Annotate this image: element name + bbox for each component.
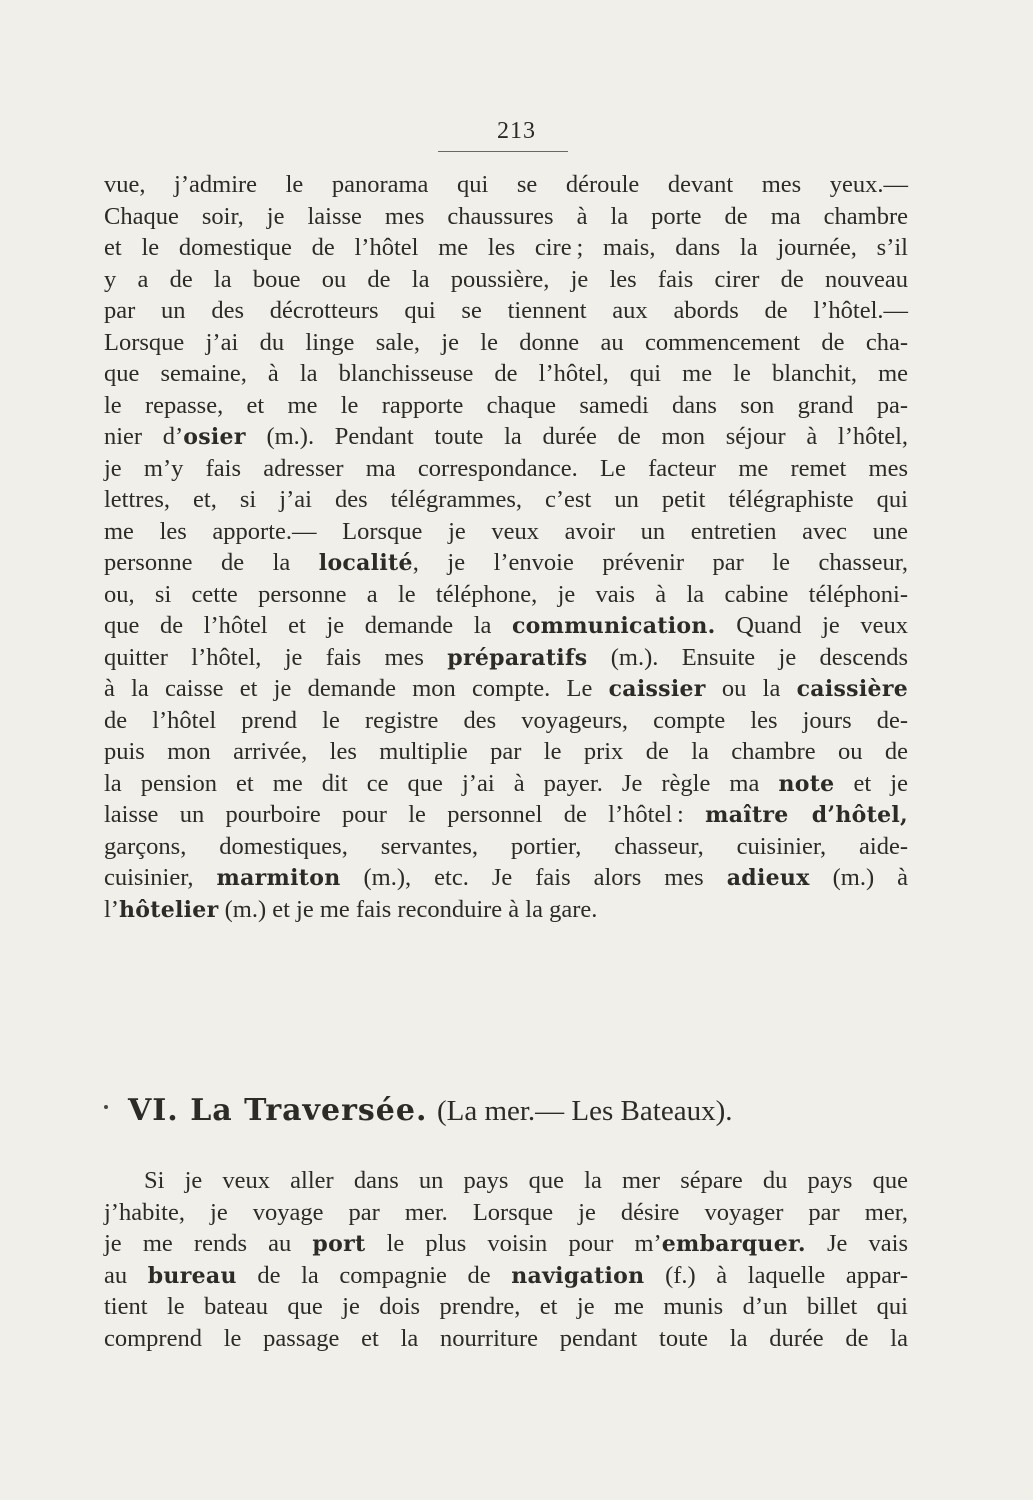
key-term: note [778,770,835,797]
text-run: comprend le passage et la nourriture pendant toute la durée de la [104,1324,908,1352]
text-run: garçons, domestiques, servantes, portier, chasseur, cuisinier, aide- [104,832,908,860]
key-term: préparatifs [447,644,588,671]
text-line [104,831,908,863]
text-line [104,516,908,548]
text-run: le repasse, et me le rapporte chaque samedi dans son grand pa- [104,391,908,419]
paragraph-hotel [104,169,908,925]
text-run: de l’hôtel prend le registre des voyageurs, compte les jours de- [104,706,908,734]
text-run: que de l’hôtel et je demande la [104,612,512,639]
text-run: l’ [104,895,119,923]
text-line [104,232,908,264]
margin-mark [104,1105,108,1109]
text-run: , je l’envoie prévenir par le chasseur, [412,549,908,576]
section-title: VI. La Traversée. [128,1093,428,1128]
text-line [104,768,908,800]
text-line [104,579,908,611]
text-run: (m.) à [809,864,909,891]
text-run: personne de la [104,549,319,576]
text-line [104,453,908,485]
text-run: Je vais [805,1230,909,1257]
key-term: marmiton [216,865,341,891]
key-term: maître d’hôtel, [705,802,909,828]
text-run: ou, si cette personne a le téléphone, je vais à la cabine téléphoni- [104,580,908,608]
text-run: tient le bateau que je dois prendre, et je me munis d’un billet qui [104,1293,908,1320]
text-line [104,673,908,705]
text-line [104,736,908,768]
key-term: communication. [511,613,716,639]
key-term: hôtelier [118,896,219,923]
text-line [104,1165,908,1197]
text-run: Si je veux aller dans un pays que la mer sépare du pays que [144,1167,908,1194]
text-run: (f.) à laquelle appar- [644,1261,908,1289]
text-line [104,1228,908,1260]
text-run: puis mon arrivée, les multiplie par le prix de la chambre ou de [104,738,908,765]
text-run: de la compagnie de [236,1261,512,1289]
page-number: 213 [497,118,536,144]
text-run: que semaine, à la blanchisseuse de l’hôtel, qui me le blanchit, me [104,360,908,387]
text-run: par un des décrotteurs qui se tiennent aux abords de l’hôtel.— [104,297,908,324]
text-run: à la caisse et je demande mon compte. Le [104,675,609,702]
text-run: laisse un pourboire pour le personnel de l’hôtel : [104,801,706,828]
text-line [104,862,908,894]
text-line [104,169,908,201]
paragraph-traversee [104,1165,908,1354]
text-line [104,547,908,579]
key-term: navigation [511,1262,645,1289]
text-run: y a de la boue ou de la poussière, je les fais cirer de nouveau [104,265,908,293]
text-run: (m.), etc. Je fais alors mes [340,864,727,891]
text-run: (m.). Pendant toute la durée de mon séjour à l’hôtel, [245,423,909,450]
key-term: bureau [147,1262,237,1289]
section-subtitle: (La mer.— Les Bateaux). [436,1095,733,1127]
paragraph-traversee-lines [104,1165,908,1354]
text-line [104,484,908,516]
text-run: Lorsque j’ai du linge sale, je le donne au commencement de cha- [104,328,908,356]
key-term: adieux [726,865,810,891]
text-run: lettres, et, si j’ai des télégrammes, c’est un petit télégraphiste qui [104,486,908,513]
paragraph-hotel-lines [104,169,908,925]
text-run: quitter l’hôtel, je fais mes [104,643,448,671]
text-run: nier d’ [104,423,184,450]
text-line [104,1197,908,1229]
key-term: caissière [796,676,909,702]
text-run: la pension et me dit ce que j’ai à payer. Je règle ma [104,769,779,797]
text-run: j’habite, je voyage par mer. Lorsque je désire voyager par mer, [104,1198,908,1226]
text-line [104,1260,908,1292]
text-run: ou la [705,675,797,702]
text-line [104,327,908,359]
text-line [104,421,908,453]
text-run: (m.) et je me fais reconduire à la gare. [218,895,598,923]
text-line [104,894,908,926]
text-run: je me rends au [104,1230,313,1257]
page-number-rule [438,151,568,152]
text-run: au [104,1261,148,1289]
text-run: et je [834,769,908,797]
text-run: Quand je veux [715,612,908,639]
text-line [104,264,908,296]
text-run: me les apporte.— Lorsque je veux avoir un entretien avec une [104,517,908,545]
text-run: le plus voisin pour m’ [365,1230,662,1257]
text-line [104,358,908,390]
text-run: et le domestique de l’hôtel me les cire ; mais, dans la journée, s’il [104,234,908,261]
text-line [104,390,908,422]
text-run: vue, j’admire le panorama qui se déroule devant mes yeux.— [104,171,908,198]
section-heading [128,1093,888,1128]
text-run: cuisinier, [104,864,217,891]
key-term: localité [318,550,413,576]
key-term: caissier [608,676,706,702]
text-line [104,799,908,831]
key-term: port [312,1231,366,1257]
text-line [104,1323,908,1355]
key-term: embarquer. [661,1231,806,1257]
text-line [104,642,908,674]
text-line [104,295,908,327]
text-run: (m.). Ensuite je descends [587,643,908,671]
text-line [104,1291,908,1323]
text-run: je m’y fais adresser ma correspondance. Le facteur me remet mes [104,454,908,482]
text-run: Chaque soir, je laisse mes chaussures à la porte de ma chambre [104,202,908,230]
text-line [104,705,908,737]
key-term: osier [183,424,246,450]
text-line [104,610,908,642]
text-line [104,201,908,233]
